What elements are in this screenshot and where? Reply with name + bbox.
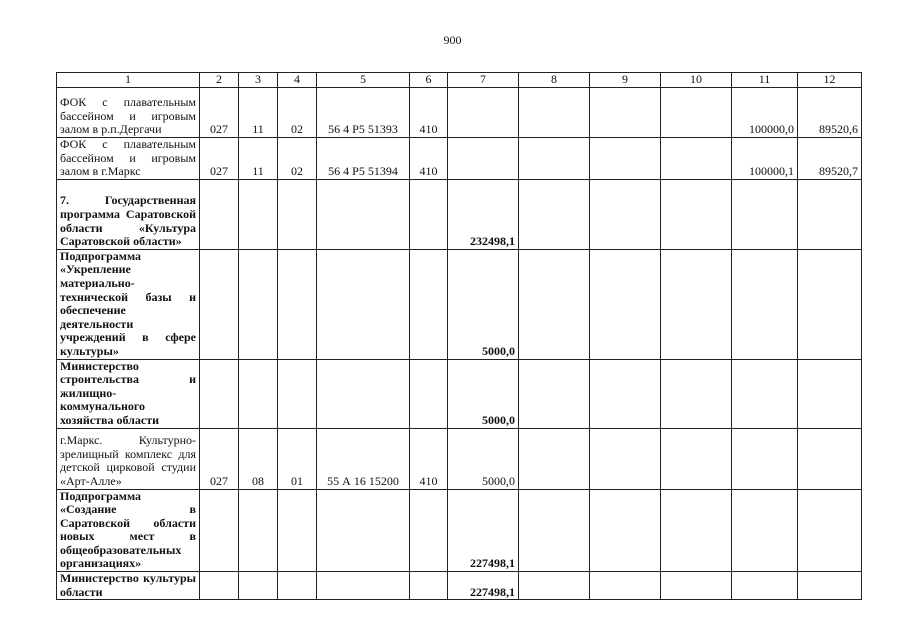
cell-amount-col10 <box>661 179 732 249</box>
cell-amount-col8 <box>519 88 590 138</box>
cell-ministry-code <box>200 489 239 572</box>
cell-amount-col7: 5000,0 <box>448 249 519 359</box>
cell-expense-type: 410 <box>410 88 448 138</box>
cell-amount-col7: 227498,1 <box>448 572 519 600</box>
cell-amount-col11 <box>732 489 798 572</box>
table-row <box>57 179 862 249</box>
table-row <box>57 138 862 180</box>
cell-amount-col8 <box>519 179 590 249</box>
budget-table <box>56 72 862 600</box>
cell-amount-col12 <box>798 572 862 600</box>
cell-name: Подпрограмма «Укрепление материально-технической базы и обеспечение деятельности учреждений в сфере культуры» <box>57 249 200 359</box>
column-header: 11 <box>732 73 798 88</box>
cell-amount-col8 <box>519 138 590 180</box>
cell-amount-col8 <box>519 489 590 572</box>
cell-amount-col9 <box>590 88 661 138</box>
cell-subsection <box>278 359 317 428</box>
cell-ministry-code: 027 <box>200 138 239 180</box>
cell-name: ФОК с плавательным бассейном и игровым залом в р.п.Дергачи <box>57 88 200 138</box>
cell-amount-col10 <box>661 428 732 489</box>
cell-expense-type <box>410 572 448 600</box>
column-header: 1 <box>57 73 200 88</box>
column-header: 10 <box>661 73 732 88</box>
cell-section: 11 <box>239 88 278 138</box>
cell-amount-col9 <box>590 359 661 428</box>
table-row <box>57 428 862 489</box>
cell-expense-type <box>410 249 448 359</box>
table-row <box>57 88 862 138</box>
cell-amount-col11: 100000,0 <box>732 88 798 138</box>
cell-amount-col12 <box>798 179 862 249</box>
cell-ministry-code: 027 <box>200 88 239 138</box>
cell-amount-col9 <box>590 489 661 572</box>
cell-target-article <box>317 179 410 249</box>
cell-expense-type <box>410 359 448 428</box>
cell-amount-col10 <box>661 489 732 572</box>
column-header: 12 <box>798 73 862 88</box>
cell-target-article <box>317 489 410 572</box>
cell-target-article: 56 4 P5 51393 <box>317 88 410 138</box>
table-row <box>57 572 862 600</box>
cell-subsection <box>278 572 317 600</box>
cell-amount-col12 <box>798 489 862 572</box>
cell-subsection <box>278 489 317 572</box>
cell-ministry-code <box>200 572 239 600</box>
cell-amount-col9 <box>590 138 661 180</box>
cell-section <box>239 572 278 600</box>
column-header: 3 <box>239 73 278 88</box>
table-header-row <box>57 73 862 88</box>
table-row <box>57 249 862 359</box>
cell-amount-col10 <box>661 138 732 180</box>
cell-section <box>239 179 278 249</box>
cell-amount-col10 <box>661 359 732 428</box>
cell-amount-col8 <box>519 359 590 428</box>
cell-expense-type <box>410 179 448 249</box>
cell-target-article <box>317 572 410 600</box>
cell-amount-col12 <box>798 428 862 489</box>
cell-amount-col8 <box>519 428 590 489</box>
cell-amount-col7: 227498,1 <box>448 489 519 572</box>
cell-section <box>239 249 278 359</box>
cell-amount-col9 <box>590 249 661 359</box>
cell-ministry-code <box>200 249 239 359</box>
cell-target-article: 56 4 P5 51394 <box>317 138 410 180</box>
column-header: 8 <box>519 73 590 88</box>
cell-amount-col12 <box>798 249 862 359</box>
cell-section: 08 <box>239 428 278 489</box>
cell-subsection: 02 <box>278 138 317 180</box>
cell-amount-col12 <box>798 359 862 428</box>
column-header: 2 <box>200 73 239 88</box>
column-header: 5 <box>317 73 410 88</box>
cell-amount-col11 <box>732 572 798 600</box>
cell-expense-type: 410 <box>410 428 448 489</box>
cell-name: Министерство культуры области <box>57 572 200 600</box>
column-header: 7 <box>448 73 519 88</box>
cell-name: г.Маркс. Культурно-зрелищный комплекс для детской цирковой студии «Арт-Алле» <box>57 428 200 489</box>
cell-amount-col8 <box>519 572 590 600</box>
cell-amount-col9 <box>590 428 661 489</box>
cell-amount-col7 <box>448 88 519 138</box>
cell-amount-col8 <box>519 249 590 359</box>
cell-section <box>239 489 278 572</box>
cell-target-article: 55 А 16 15200 <box>317 428 410 489</box>
cell-expense-type: 410 <box>410 138 448 180</box>
cell-subsection: 02 <box>278 88 317 138</box>
cell-name: ФОК с плавательным бассейном и игровым залом в г.Маркс <box>57 138 200 180</box>
cell-amount-col7: 5000,0 <box>448 359 519 428</box>
column-header: 6 <box>410 73 448 88</box>
cell-amount-col9 <box>590 179 661 249</box>
cell-ministry-code <box>200 179 239 249</box>
cell-expense-type <box>410 489 448 572</box>
cell-subsection <box>278 249 317 359</box>
cell-section <box>239 359 278 428</box>
cell-amount-col7: 5000,0 <box>448 428 519 489</box>
cell-amount-col11 <box>732 428 798 489</box>
column-header: 4 <box>278 73 317 88</box>
table-row <box>57 359 862 428</box>
column-header: 9 <box>590 73 661 88</box>
page-number: 900 <box>443 33 462 47</box>
table-row <box>57 489 862 572</box>
cell-amount-col12: 89520,7 <box>798 138 862 180</box>
cell-amount-col10 <box>661 572 732 600</box>
cell-name: Министерство строительства и жилищно-коммунального хозяйства области <box>57 359 200 428</box>
cell-amount-col9 <box>590 572 661 600</box>
cell-section: 11 <box>239 138 278 180</box>
cell-amount-col11 <box>732 179 798 249</box>
cell-amount-col10 <box>661 249 732 359</box>
cell-name: Подпрограмма «Создание в Саратовской области новых мест в общеобразовательных организациях» <box>57 489 200 572</box>
cell-ministry-code: 027 <box>200 428 239 489</box>
cell-amount-col11 <box>732 359 798 428</box>
cell-target-article <box>317 359 410 428</box>
cell-subsection <box>278 179 317 249</box>
cell-amount-col7 <box>448 138 519 180</box>
cell-subsection: 01 <box>278 428 317 489</box>
cell-amount-col7: 232498,1 <box>448 179 519 249</box>
cell-ministry-code <box>200 359 239 428</box>
cell-name: 7. Государственная программа Саратовской области «Культура Саратовской области» <box>57 179 200 249</box>
cell-target-article <box>317 249 410 359</box>
cell-amount-col11: 100000,1 <box>732 138 798 180</box>
cell-amount-col10 <box>661 88 732 138</box>
cell-amount-col11 <box>732 249 798 359</box>
cell-amount-col12: 89520,6 <box>798 88 862 138</box>
